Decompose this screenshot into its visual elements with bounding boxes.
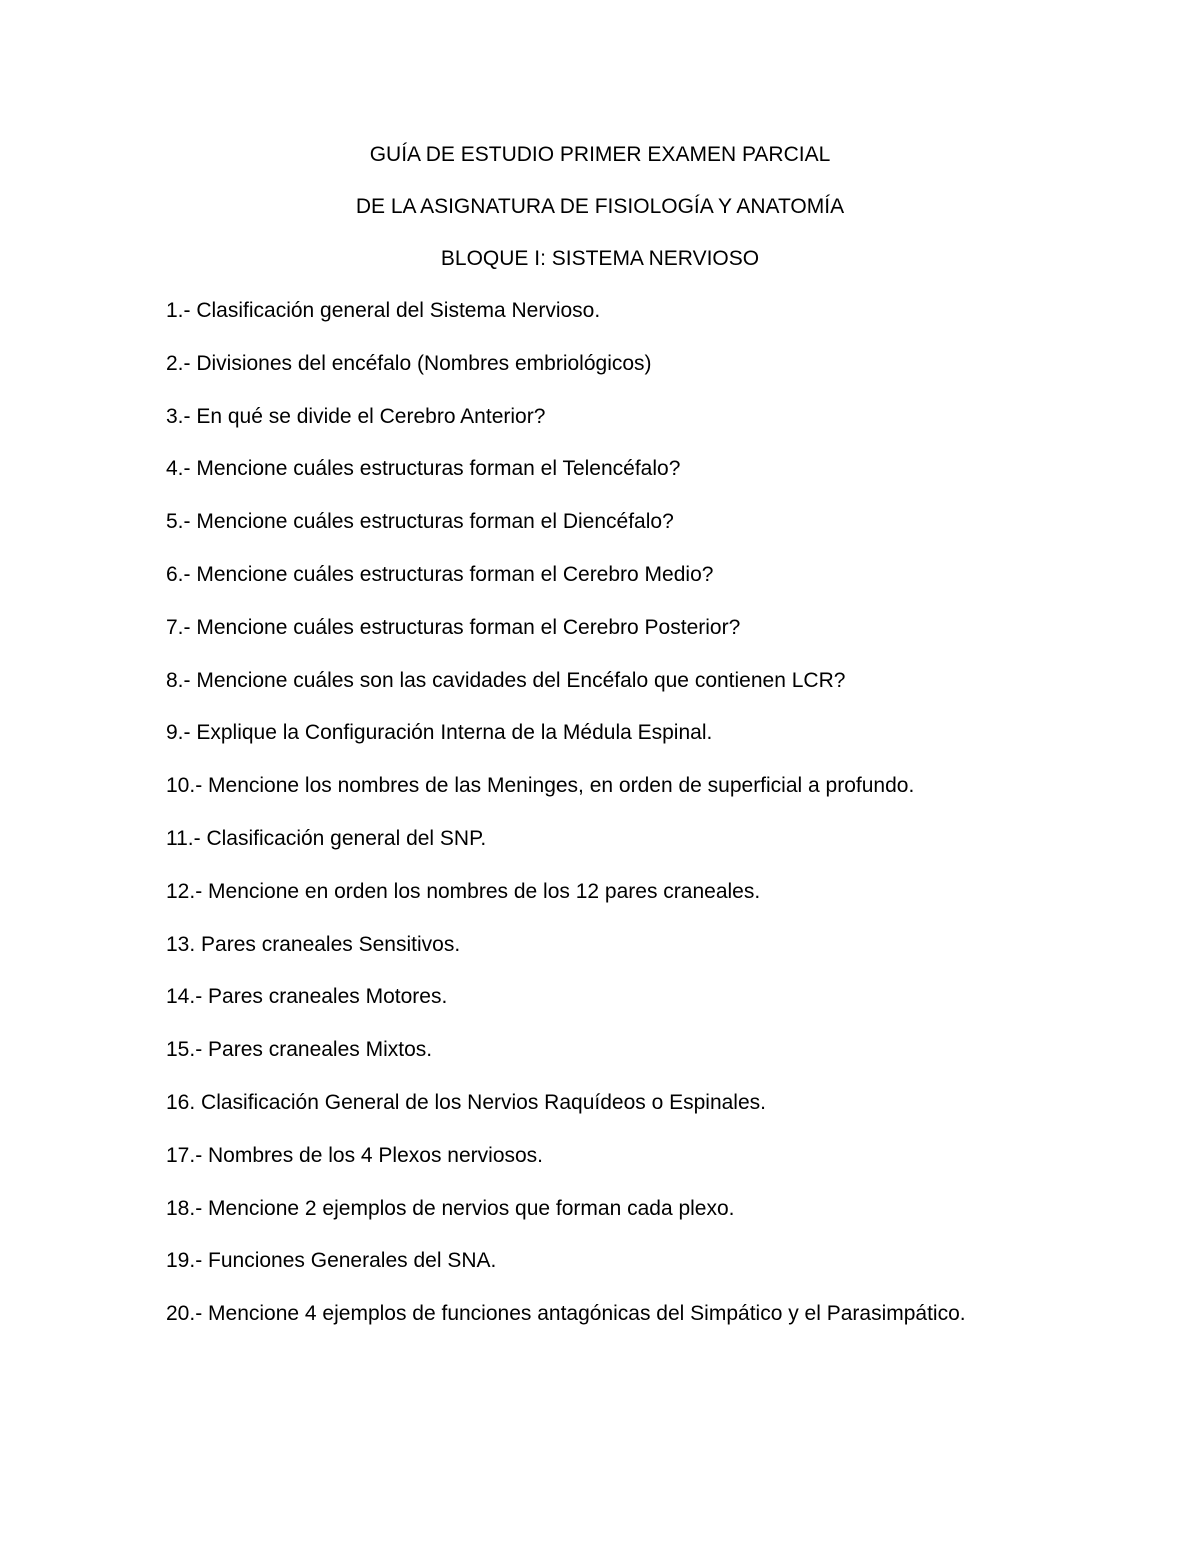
question-item: 3.- En qué se divide el Cerebro Anterior? [166,404,546,428]
question-item: 4.- Mencione cuáles estructuras forman el Telencéfalo? [166,457,681,481]
question-list [166,298,1166,1354]
question-item: 13. Pares craneales Sensitivos. [166,932,461,956]
question-item: 7.- Mencione cuáles estructuras forman el Cerebro Posterior? [166,615,741,639]
question-item: 14.- Pares craneales Motores. [166,985,448,1009]
document-title-line-1: GUÍA DE ESTUDIO PRIMER EXAMEN PARCIAL [369,143,831,166]
question-item: 15.- Pares craneales Mixtos. [166,1038,433,1062]
question-item: 12.- Mencione en orden los nombres de los 12 pares craneales. [166,879,761,903]
question-item: 6.- Mencione cuáles estructuras forman el Cerebro Medio? [166,562,714,586]
question-item: 2.- Divisiones del encéfalo (Nombres embriológicos) [166,351,652,375]
question-item: 11.- Clasificación general del SNP. [166,826,487,850]
question-item: 8.- Mencione cuáles son las cavidades del Encéfalo que contienen LCR? [166,668,846,692]
question-item: 20.- Mencione 4 ejemplos de funciones antagónicas del Simpático y el Parasimpático. [166,1302,966,1326]
question-item: 9.- Explique la Configuración Interna de la Médula Espinal. [166,721,713,745]
question-item: 5.- Mencione cuáles estructuras forman el Diencéfalo? [166,510,674,534]
document-title-line-3: BLOQUE I: SISTEMA NERVIOSO [440,247,760,270]
question-item: 19.- Funciones Generales del SNA. [166,1249,497,1273]
document-title-line-2: DE LA ASIGNATURA DE FISIOLOGÍA Y ANATOMÍA [355,195,845,218]
question-item: 17.- Nombres de los 4 Plexos nerviosos. [166,1143,544,1167]
question-item: 10.- Mencione los nombres de las Meninges, en orden de superficial a profundo. [166,774,915,798]
question-item: 1.- Clasificación general del Sistema Nervioso. [166,299,601,322]
question-item: 18.- Mencione 2 ejemplos de nervios que forman cada plexo. [166,1196,735,1220]
question-item: 16. Clasificación General de los Nervios Raquídeos o Espinales. [166,1090,766,1114]
